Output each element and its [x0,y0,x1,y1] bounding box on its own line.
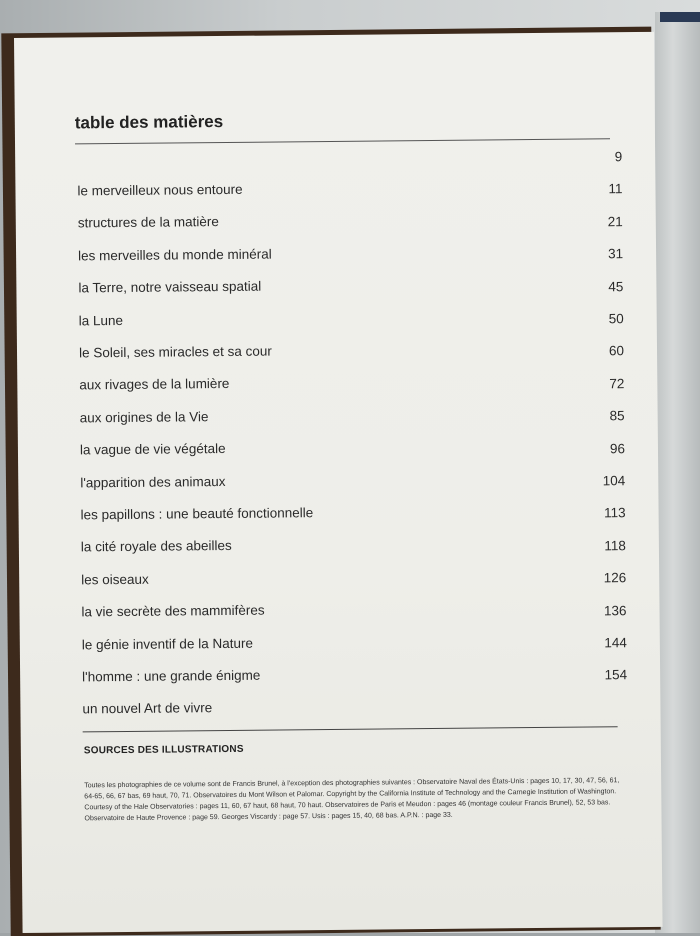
toc-entry-title: les merveilles du monde minéral [78,246,272,264]
toc-entry-title: la Lune [78,312,124,328]
adjacent-book [655,12,700,933]
toc-entry-page-number: 104 [602,473,626,489]
toc-entry [77,149,623,199]
toc-entry-page-number: 144 [604,635,627,651]
toc-entry-page-number: 118 [604,537,626,554]
toc-entry-page-number: 113 [603,505,626,521]
toc-entry-page-number: 21 [607,213,623,230]
toc-entry-title: les oiseaux [81,571,149,588]
toc-entry-page-number: 31 [607,246,624,262]
book-spine-tab [660,12,700,22]
toc-entry-title: les papillons : une beauté fonctionnelle [80,505,314,523]
toc-entry-title: le génie inventif de la Nature [81,635,254,652]
book-page [14,32,663,933]
toc-entry-title: l'homme : une grande énigme [82,667,261,685]
toc-entry-page-number: 136 [603,602,627,618]
sources-heading: SOURCES DES ILLUSTRATIONS [83,743,244,757]
toc-entry-page-number: 96 [609,440,626,456]
toc-entry-title: aux origines de la Vie [79,408,209,426]
toc-entry-title: aux rivages de la lumière [79,376,230,393]
sources-text: Toutes les photographies de ce volume sont de Francis Brunel, à l'exception des photographies suivantes : Observatoire Naval des États-Unis : pages 10, 17, 30, 47, 56, 61, 64-65, 66, 67 bas, 69 haut, 70, 71. Observatoires du Mont Wilson et Palomar. Copyright by the California Institute of Technology and the Carnegie Institution of Washington. Courtesy of the Hale Observatories : pages 11, 60, 67 haut, 68 haut, 70 haut. Observatoires de Paris et Meudon : pages 46 (montage couleur Francis Brunel), 52, 53 bas. Observatoire de Haute Provence : page 59. Georges Viscardy : page 57. Usis : pages 15, 40, 68 bas. A.P.N. : page 33. [84,777,620,823]
toc-entry-title: l'apparition des animaux [80,473,226,490]
toc-entry-title: un nouvel Art de vivre [82,700,213,717]
page-title: table des matières [74,111,224,133]
toc-entry-page-number: 45 [608,278,624,294]
toc-entry-title: la Terre, notre vaisseau spatial [78,278,262,296]
toc-entry-page-number: 72 [609,375,625,392]
toc-entry-page-number: 50 [608,311,624,327]
toc-entry-page-number: 60 [608,343,625,359]
toc-entry-title: structures de la matière [77,214,219,231]
toc-entry-page-number: 9 [614,149,623,165]
toc-entry-page-number: 126 [603,570,627,586]
toc-entry-title: la vague de vie végétale [79,441,226,458]
title-divider [75,138,610,144]
toc-entry-title: le Soleil, ses miracles et sa cour [78,343,272,361]
toc-entry-title: la cité royale des abeilles [80,538,232,555]
toc-entry-title: le merveilleux nous entoure [77,181,243,199]
sources-divider [83,726,618,732]
toc-entry-page-number: 11 [608,181,623,197]
toc-entry-title: la vie secrète des mammifères [81,602,265,620]
toc-entry-page-number: 85 [609,408,625,424]
toc-entry-page-number: 154 [604,667,628,683]
